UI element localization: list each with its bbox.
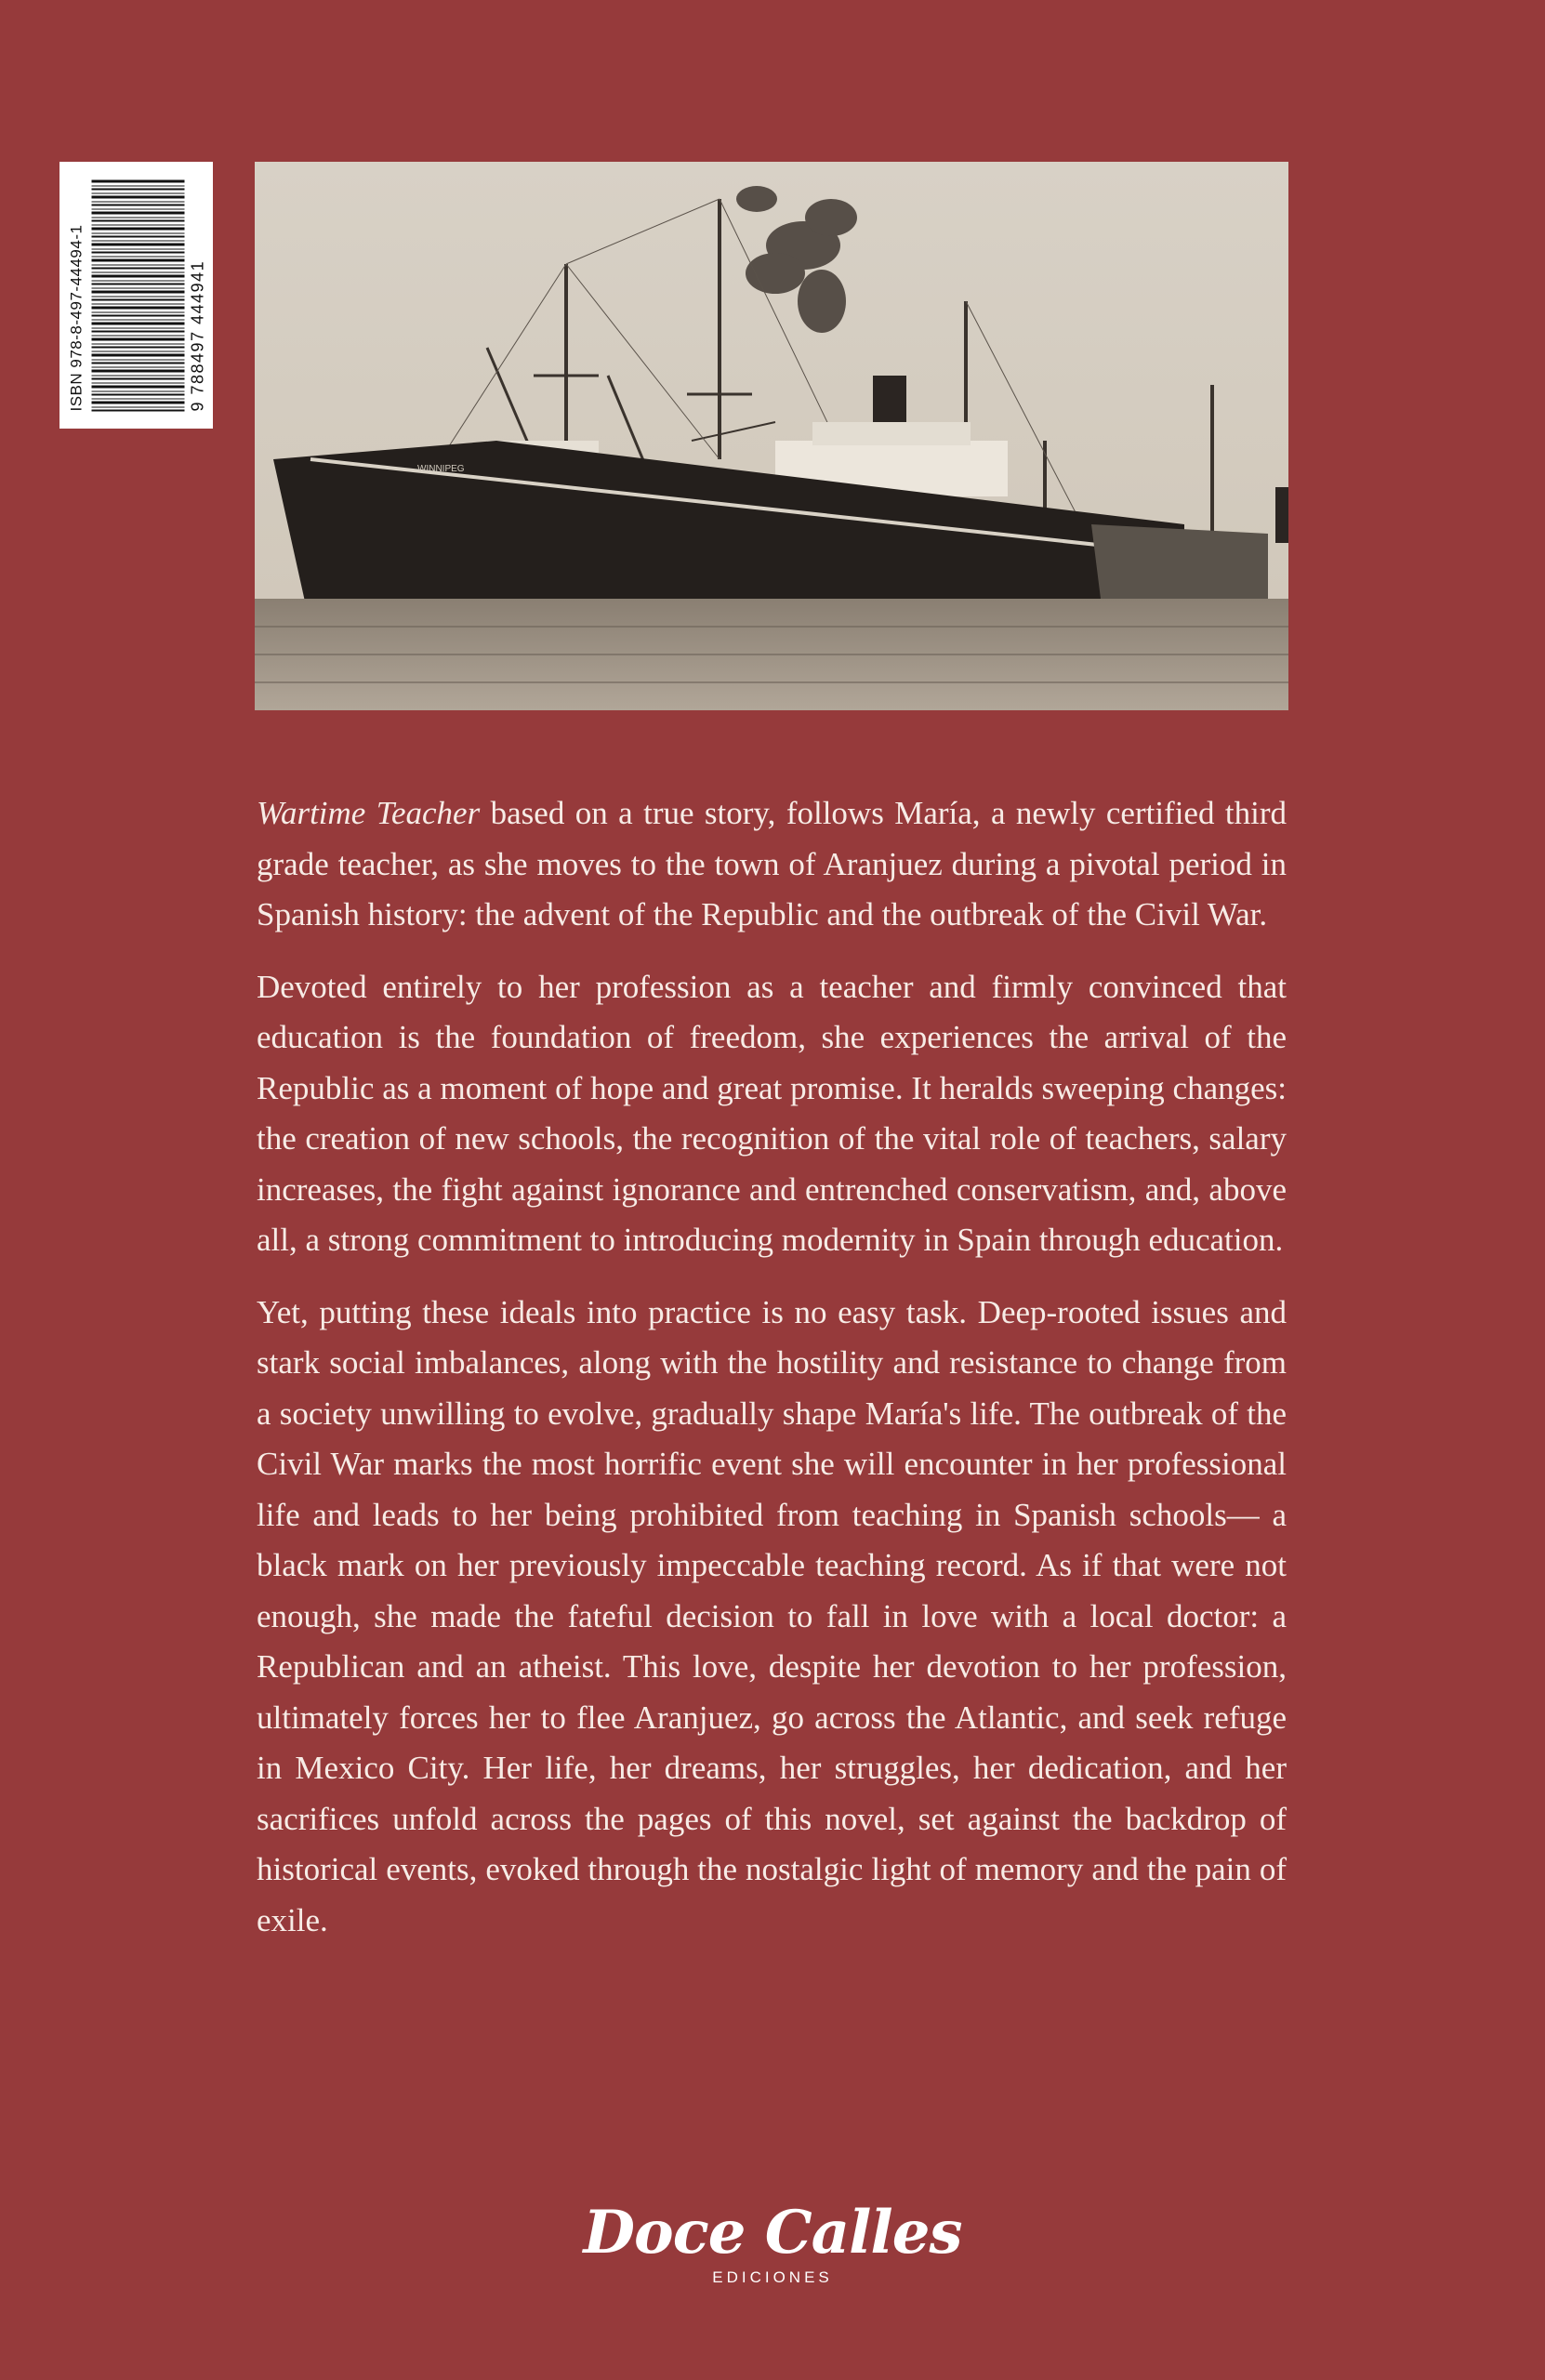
blurb-paragraph-1 [257,788,1287,941]
blurb-paragraph-2: Devoted entirely to her profession as a teacher and firmly convinced that education is the foundation of freedom, she experiences the arrival of the Republic as a moment of hope and great promise. It heralds sweeping changes: the creation of new schools, the recognition of the vital role of teachers, salary increases, the fight against ignorance and entrenched conservatism, and, above all, a strong commitment to introducing modernity in Spain through education. [257,968,1287,1258]
blurb-paragraph-3: Yet, putting these ideals into practice is no easy task. Deep-rooted issues and stark social imbalances, along with the hostility and resistance to change from a society unwilling to evolve, gradually shape María's life. The outbreak of the Civil War marks the most horrific event she will encounter in her professional life and leads to her being prohibited from teaching in Spanish schools— a black mark on her previously impeccable teaching record. As if that were not enough, she made the fateful decision to fall in love with a local doctor: a Republican and an atheist. This love, despite her devotion to her profession, ultimately forces her to flee Aranjuez, go across the Atlantic, and seek refuge in Mexico City. Her life, her dreams, her struggles, her dedication, and her sacrifices unfold across the pages of this novel, set against the backdrop of historical events, evoked through the nostalgic light of memory and the pain of exile. [257,1293,1287,1938]
publisher-name: Doce Calles [583,2198,962,2268]
barcode-digits: 9 788497 444941 [188,259,207,412]
publisher-subtitle: EDICIONES [712,2268,833,2286]
ship-photo [255,162,1288,710]
publisher-logo [0,2198,1545,2287]
second-ship [1091,524,1268,599]
book-title: Wartime Teacher [257,795,481,831]
blurb-paragraph-1-text: based on a true story, follows María, a newly certified third grade teacher, as she moves to the town of Aranjuez during a pivotal period in Spanish history: the advent of the Republic and the outbreak of the Civil War. [257,795,1287,932]
barcode-bars [92,178,185,412]
isbn-barcode [59,162,213,429]
isbn-label: ISBN 978-8-497-44494-1 [67,224,86,412]
ship-name-text: WINNIPEG [417,464,465,474]
back-cover-blurb [257,788,1287,1967]
